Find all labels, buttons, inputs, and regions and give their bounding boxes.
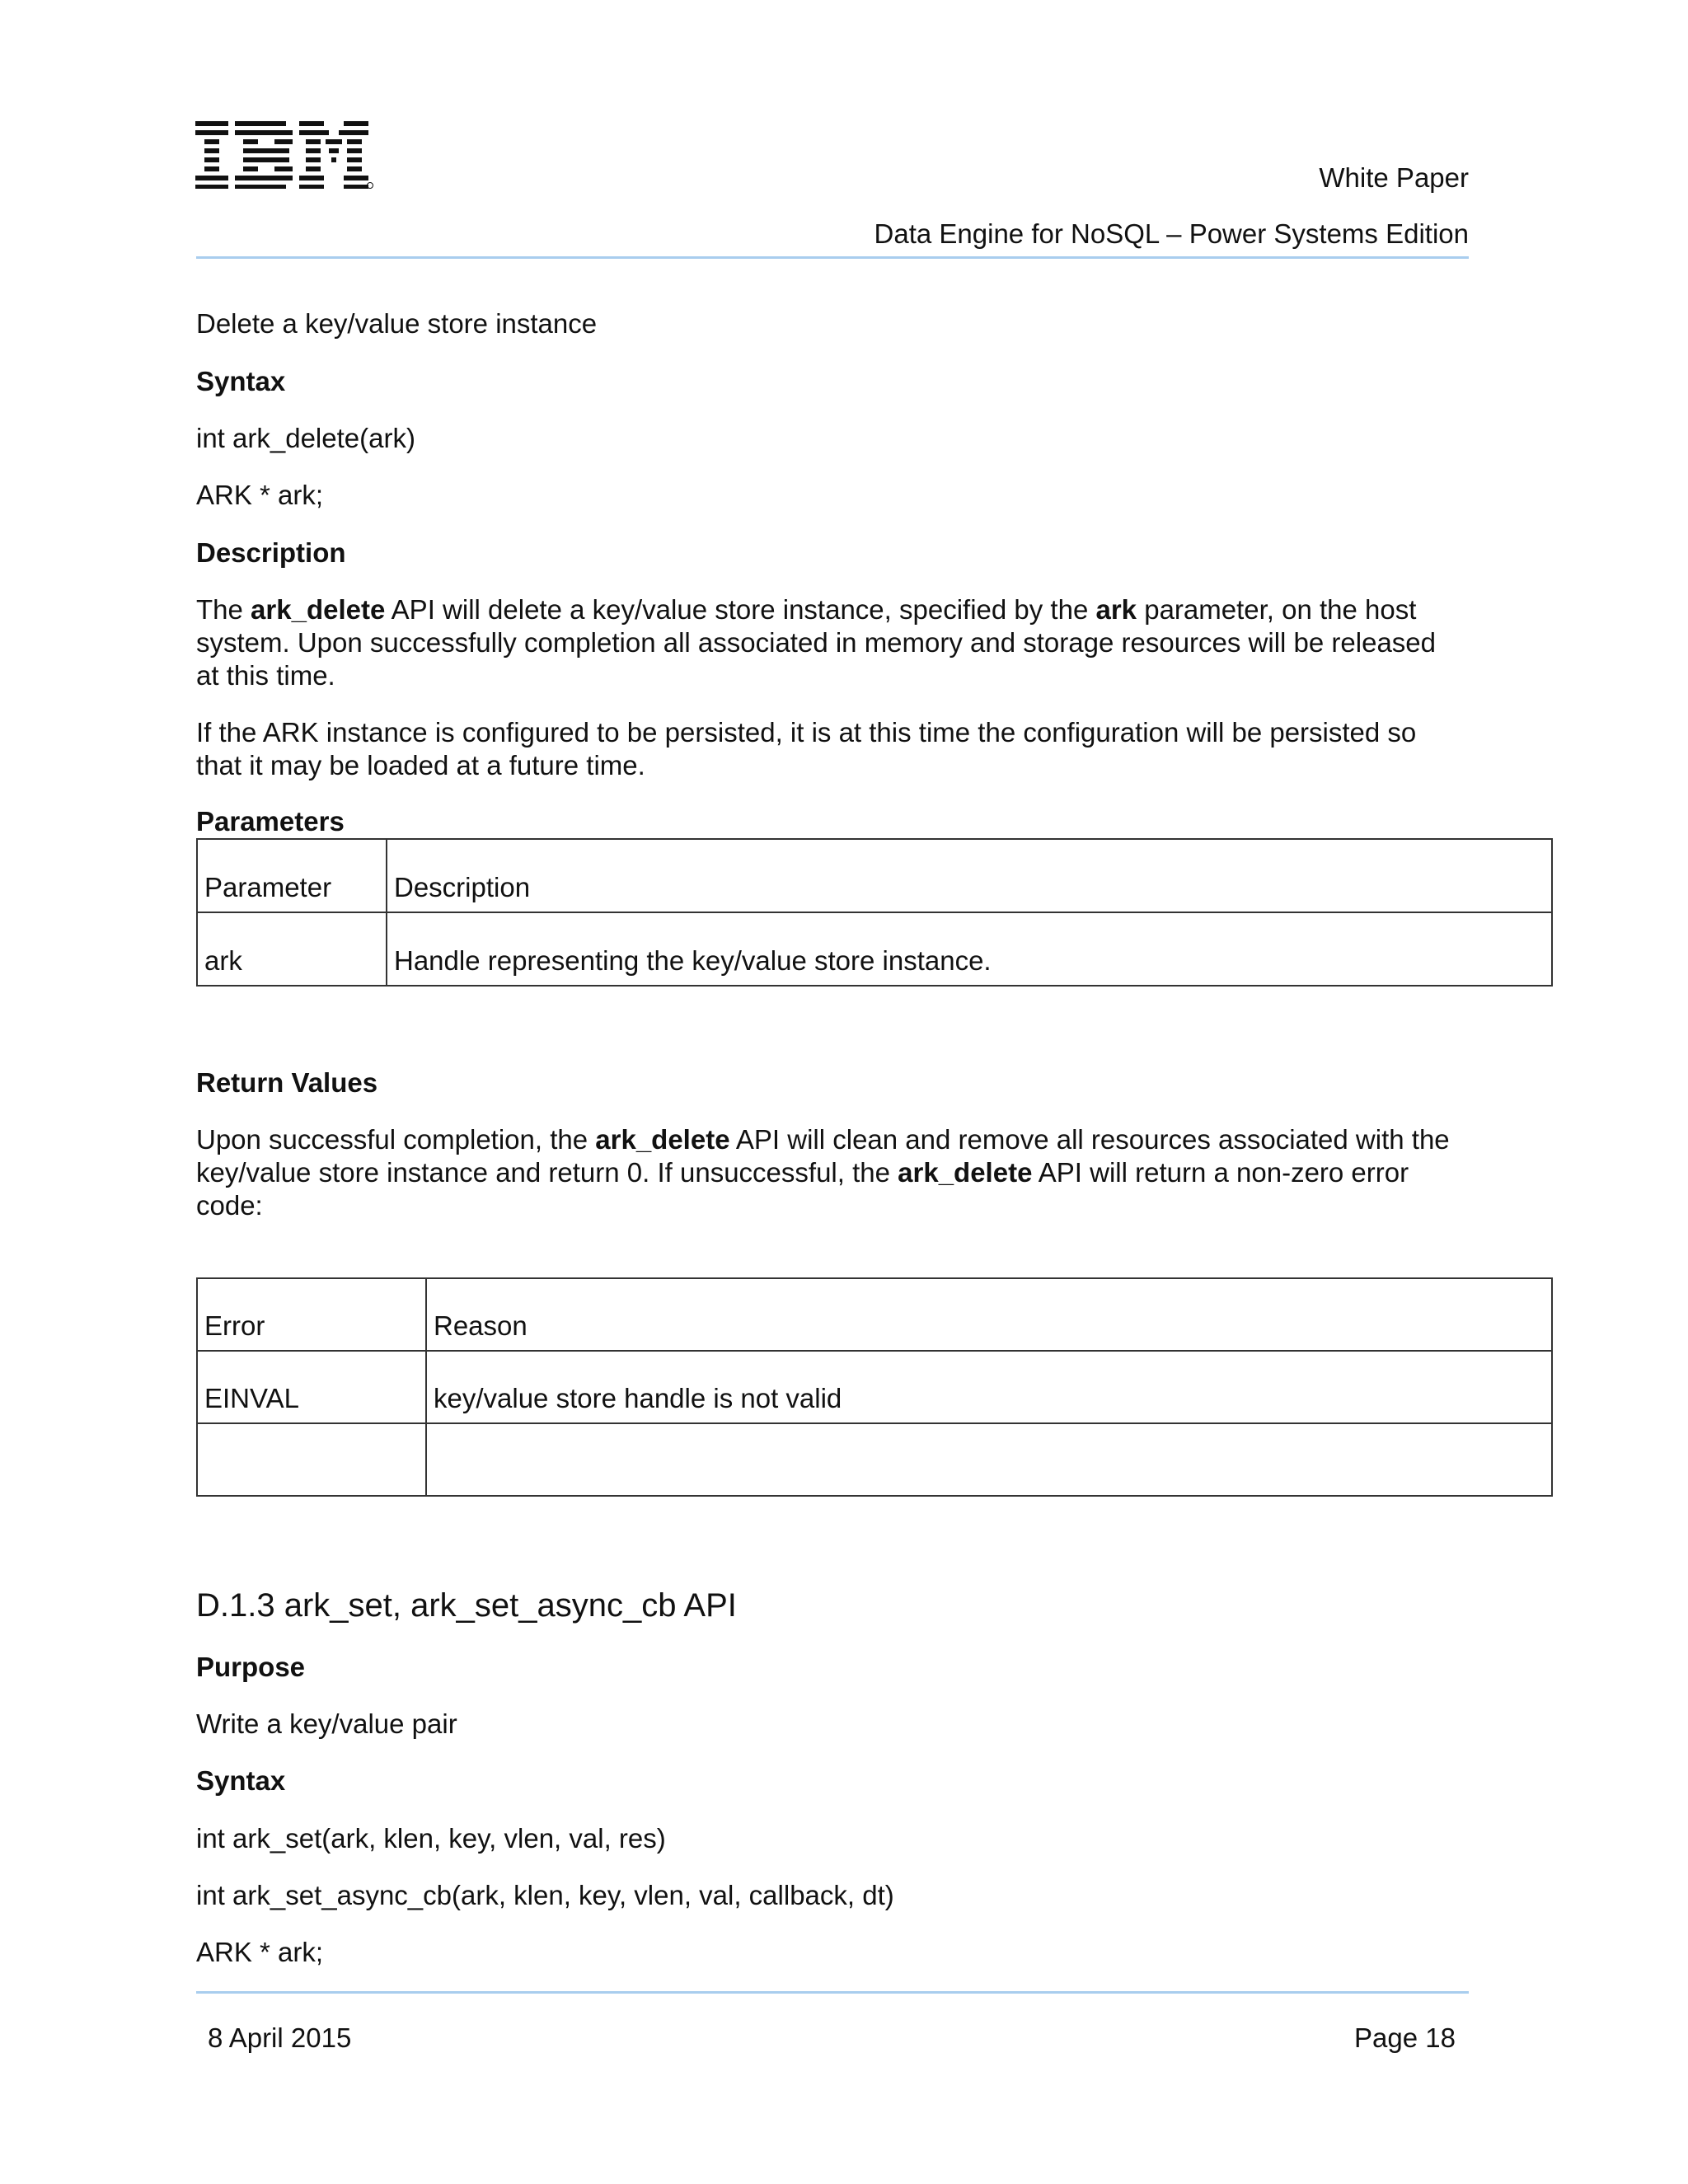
table-header-cell: Error	[197, 1278, 426, 1351]
description-paragraph: The ark_delete API will delete a key/value store instance, specified by the ark parameter, on the host system. Upon successfully completion all associated in memory and storage resources will be released at this time.	[196, 594, 1437, 691]
table-header-cell: Reason	[426, 1278, 1552, 1351]
purpose-text: Write a key/value pair	[196, 1708, 457, 1739]
syntax-heading: Syntax	[196, 1765, 286, 1796]
purpose-heading: Purpose	[196, 1652, 306, 1682]
parameters-table	[196, 838, 1553, 987]
footer-page-number: Page 18	[1354, 2022, 1456, 2053]
syntax-line: ARK * ark;	[196, 1937, 324, 1967]
table-row	[197, 1423, 1552, 1496]
syntax-line: int ark_set(ark, klen, key, vlen, val, res)	[196, 1823, 666, 1854]
syntax-heading: Syntax	[196, 366, 286, 396]
table-cell	[197, 1423, 426, 1496]
syntax-line: int ark_delete(ark)	[196, 423, 415, 453]
api-name: ark_delete	[595, 1124, 730, 1155]
table-row	[197, 1351, 1552, 1423]
purpose-text: Delete a key/value store instance	[196, 308, 598, 339]
syntax-line: ARK * ark;	[196, 480, 324, 510]
header-rule	[196, 256, 1469, 259]
footer-rule	[196, 1991, 1469, 1994]
return-paragraph: Upon successful completion, the ark_delete API will clean and remove all resources associated with the key/value store instance and return 0. If unsuccessful, the ark_delete API will return a non-zero error code:	[196, 1124, 1450, 1221]
table-header-cell: Description	[387, 839, 1552, 912]
table-cell: ark	[197, 912, 387, 986]
section-heading: D.1.3 ark_set, ark_set_async_cb API	[196, 1587, 737, 1624]
footer-date: 8 April 2015	[208, 2022, 352, 2053]
persistence-paragraph: If the ARK instance is configured to be persisted, it is at this time the configuration will be persisted so that it may be loaded at a future time.	[196, 717, 1417, 780]
table-cell: key/value store handle is not valid	[426, 1351, 1552, 1423]
syntax-line: int ark_set_async_cb(ark, klen, key, vlen, val, callback, dt)	[196, 1880, 894, 1910]
table-header-row	[197, 1278, 1552, 1351]
table-header-cell: Parameter	[197, 839, 387, 912]
param-name: ark	[1095, 594, 1137, 625]
description-heading: Description	[196, 537, 346, 568]
doc-title: Data Engine for NoSQL – Power Systems Edition	[874, 218, 1469, 249]
return-values-heading: Return Values	[196, 1067, 378, 1098]
table-header-row	[197, 839, 1552, 912]
table-cell: Handle representing the key/value store instance.	[387, 912, 1552, 986]
errors-table	[196, 1277, 1553, 1497]
parameters-heading: Parameters	[196, 806, 345, 837]
table-cell	[426, 1423, 1552, 1496]
table-cell: EINVAL	[197, 1351, 426, 1423]
api-name: ark_delete	[251, 594, 386, 625]
api-name: ark_delete	[898, 1157, 1033, 1188]
doc-type: White Paper	[1319, 162, 1469, 193]
ibm-logo	[195, 121, 373, 189]
table-row	[197, 912, 1552, 986]
